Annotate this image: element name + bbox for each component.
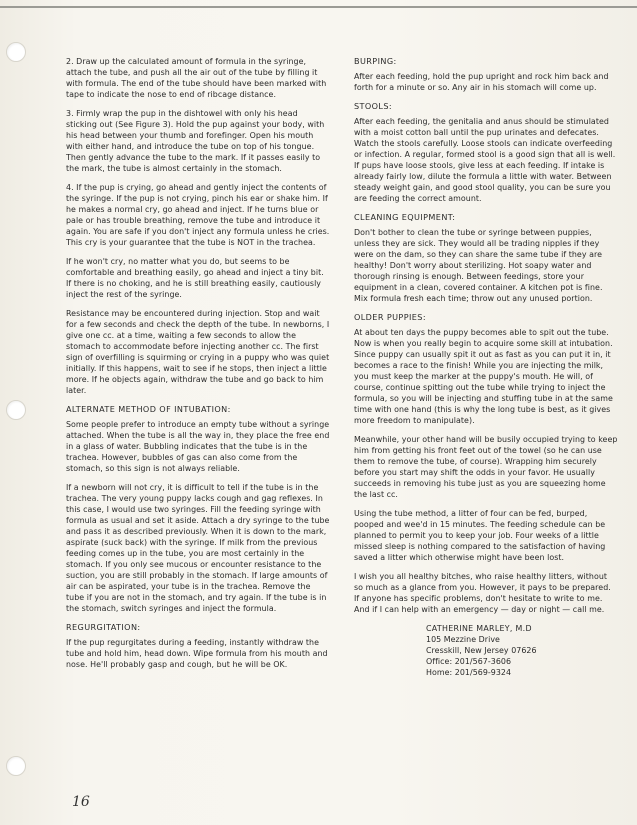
stools-paragraph: After each feeding, the genitalia and anus should be stimulated with a moist cotton ball until the pup urinates and defecates. Watch the stools carefully. Loose stools can indicate overfeeding or infection. A regular, formed stool is a good sign that all is well. If pups have loose stools, give less at each feeding. If intake is already fairly low, dilute the formula a little with water. Between steady weight gain, and good stool quality, you can be sure you are feeding the correct amount. [354, 117, 616, 203]
closing-paragraph: I wish you all healthy bitches, who raise healthy litters, without so much as a glance from you. However, it pays to be prepared. If anyone has specific problems, don't hesitate to write to me. And if I can help with an emergency — day or night — call me. [354, 572, 611, 614]
older-puppies-heading: OLDER PUPPIES: [354, 312, 426, 322]
alternate-method-heading: ALTERNATE METHOD OF INTUBATION: [66, 404, 231, 414]
alternate-method-paragraph: Some people prefer to introduce an empty tube without a syringe attached. When the tube is all the way in, they place the free end in a glass of water. Bubbling indicates that the tube is in the trachea. However, bubbles of gas can also come from the stomach, so this sign is not always reliable. [66, 420, 330, 473]
author-name: CATHERINE MARLEY, M.D [426, 624, 532, 633]
regurgitation-paragraph: If the pup regurgitates during a feeding, instantly withdraw the tube and hold him, head down. Wipe formula from his mouth and nose. He'll probably gasp and cough, but he will be OK. [66, 638, 328, 669]
top-rule [0, 6, 637, 8]
no-cry-paragraph: If he won't cry, no matter what you do, but seems to be comfortable and breathing easily, go ahead and inject a tiny bit. If there is no choking, and he is still breathing easily, cautiously inject the rest of the syringe. [66, 257, 324, 299]
page-number: 16 [72, 794, 90, 810]
cleaning-equipment-paragraph: Don't bother to clean the tube or syringe between puppies, unless they are sick. They would all be trading nipples if they were on the dam, so they can share the same tube if they are healthy! Don't worry about sterilizing. Hot soapy water and thorough rinsing is enough. Between feedings, store your equipment in a clean, covered container. A kitchen pot is fine. Mix formula fresh each time; throw out any unused portion. [354, 228, 603, 303]
right-column [354, 56, 618, 678]
binder-hole-top [6, 42, 26, 62]
resistance-paragraph: Resistance may be encountered during injection. Stop and wait for a few seconds and check the depth of the tube. In newborns, I give one cc. at a time, waiting a few seconds to allow the stomach to accommodate before injecting another cc. The first sign of overfilling is squirming or crying in a puppy who was quiet initially. If this happens, wait to see if he stops, then inject a little more. If he objects again, withdraw the tube and go back to him later. [66, 309, 330, 395]
other-hand-paragraph: Meanwhile, your other hand will be busily occupied trying to keep him from getting his front feet out of the towel (so he can use them to remove the tube, of course). Wrapping him securely before you start may shift the odds in your favor. He usually succeeds in removing his tube just as you are squeezing home the last cc. [354, 435, 618, 499]
step-3-paragraph: 3. Firmly wrap the pup in the dishtowel with only his head sticking out (See Figure 3). Hold the pup against your body, with his head between your thumb and forefinger. Open his mouth with either hand, and introduce the tube on top of his tongue. Then gently advance the tube to the mark. If it passes easily to the mark, the tube is almost certainly in the stomach. [66, 109, 325, 173]
regurgitation-heading: REGURGITATION: [66, 622, 141, 632]
home-phone: Home: 201/569-9324 [426, 668, 512, 677]
signature-block [426, 623, 618, 678]
step-2-paragraph: 2. Draw up the calculated amount of formula in the syringe, attach the tube, and push all the air out of the tube by filling it with formula. The end of the tube should have been marked with tape to indicate the nose to end of ribcage distance. [66, 57, 327, 99]
burping-heading: BURPING: [354, 56, 397, 66]
newborn-paragraph: If a newborn will not cry, it is difficult to tell if the tube is in the trachea. The very young puppy lacks cough and gag reflexes. In this case, I would use two syringes. Fill the feeding syringe with formula as usual and set it aside. Attach a dry syringe to the tube and pass it as described previously. When it is down to the mark, aspirate (suck back) with the syringe. If milk from the previous feeding comes up in the tube, you are most certainly in the stomach. If you only see mucous or encounter resistance to the suction, you are still probably in the stomach. If large amounts of air can be aspirated, your tube is in the trachea. Remove the tube if you are not in the stomach, and try again. If the tube is in the stomach, switch syringes and inject the formula. [66, 483, 330, 613]
left-column [66, 56, 330, 678]
older-puppies-paragraph: At about ten days the puppy becomes able to spit out the tube. Now is when you really begin to acquire some skill at intubation. Since puppy can usually spit it out as fast as you can put it in, it becomes a race to the finish! While you are injecting the milk, you must keep the marker at the puppy's mouth. He will, of course, continue spitting out the tube while trying to inject the formula, so you will be injecting and stuffing tube in at the same time with one hand (this is why the long tube is best, as it gives more freedom to manipulate). [354, 328, 613, 425]
address-city: Cresskill, New Jersey 07626 [426, 646, 537, 655]
binder-hole-middle [6, 400, 26, 420]
office-phone: Office: 201/567-3606 [426, 657, 512, 666]
binder-hole-bottom [6, 756, 26, 776]
tube-method-paragraph: Using the tube method, a litter of four can be fed, burped, pooped and wee'd in 15 minutes. The feeding schedule can be planned to permit you to keep your job. Four weeks of a little missed sleep is nothing compared to the satisfaction of having saved a litter which otherwise might have been lost. [354, 509, 606, 562]
burping-paragraph: After each feeding, hold the pup upright and rock him back and forth for a minute or so. Any air in his stomach will come up. [354, 72, 609, 92]
stools-heading: STOOLS: [354, 101, 392, 111]
address-street: 105 Mezzine Drive [426, 635, 500, 644]
step-4-paragraph: 4. If the pup is crying, go ahead and gently inject the contents of the syringe. If the pup is not crying, pinch his ear or shake him. If he makes a normal cry, go ahead and inject. If he turns blue or pale or has trouble breathing, remove the tube and introduce it again. You are safe if you don't inject any formula unless he cries. This cry is your guarantee that the tube is NOT in the trachea. [66, 183, 330, 247]
cleaning-equipment-heading: CLEANING EQUIPMENT: [354, 212, 456, 222]
